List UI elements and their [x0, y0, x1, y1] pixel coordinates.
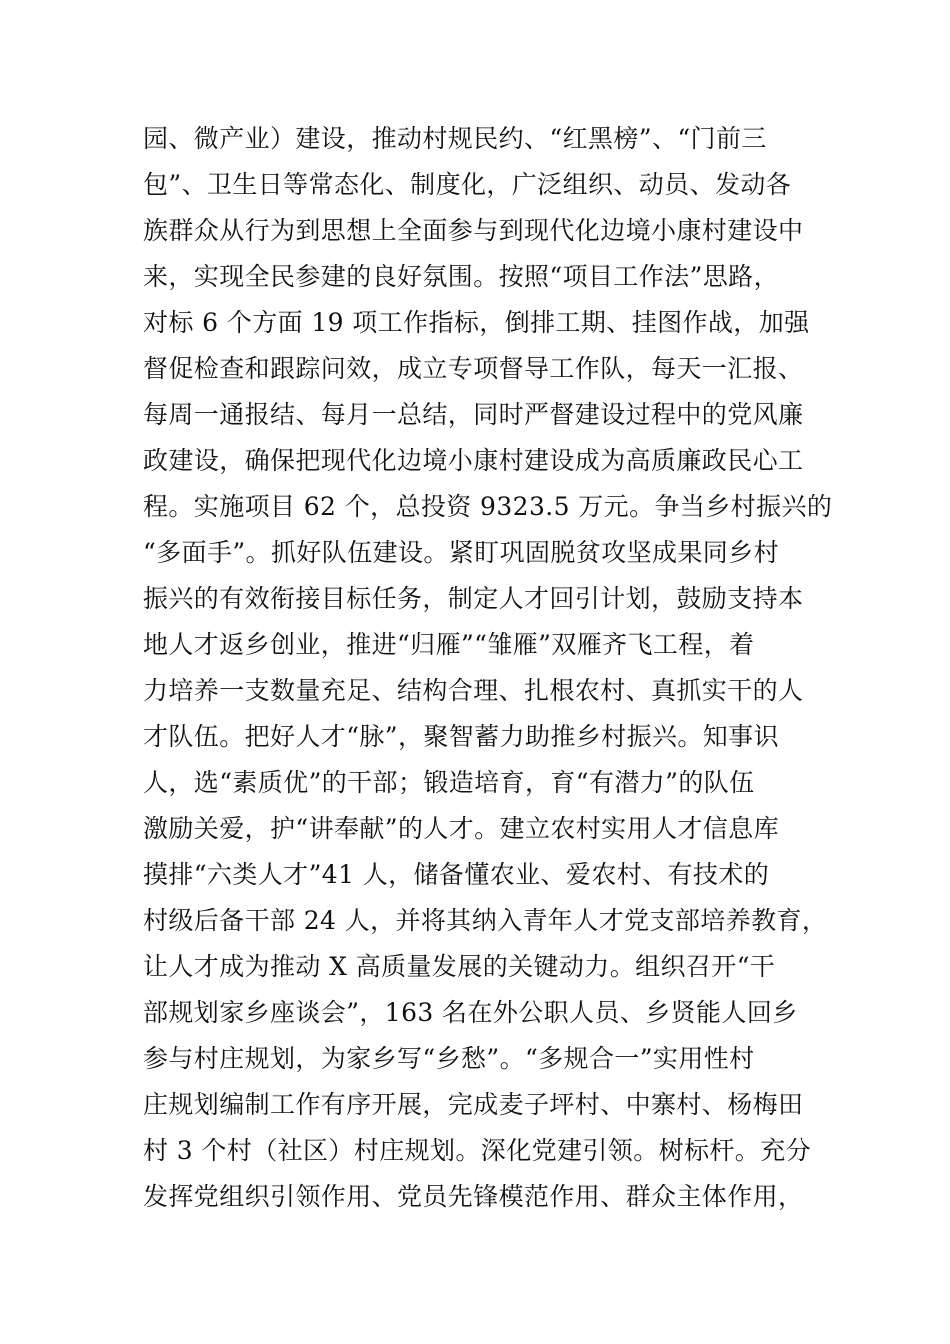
text-line: 村级后备干部 24 人，并将其纳入青年人才党支部培养教育，: [143, 906, 828, 935]
text-line: 才队伍。把好人才“脉”，聚智蓄力助推乡村振兴。知事识: [143, 722, 779, 751]
text-line: 振兴的有效衔接目标任务，制定人才回引计划，鼓励支持本: [143, 584, 804, 613]
text-line: 督促检查和跟踪问效，成立专项督导工作队，每天一汇报、: [143, 354, 804, 383]
text-line: “多面手”。抓好队伍建设。紧盯巩固脱贫攻坚成果同乡村: [143, 538, 779, 567]
text-line: 村 3 个村（社区）村庄规划。深化党建引领。树标杆。充分: [143, 1136, 812, 1165]
text-line: 族群众从行为到思想上全面参与到现代化边境小康村建设中: [143, 216, 804, 245]
text-line: 庄规划编制工作有序开展，完成麦子坪村、中寨村、杨梅田: [143, 1090, 804, 1119]
text-line: 参与村庄规划，为家乡写“乡愁”。“多规合一”实用性村: [143, 1044, 755, 1073]
text-line: 人，选“素质优”的干部；锻造培育，育“有潜力”的队伍: [143, 768, 755, 797]
text-line: 来，实现全民参建的良好氛围。按照“项目工作法”思路，: [143, 262, 779, 291]
body-paragraph: [143, 116, 833, 1220]
text-line: 摸排“六类人才”41 人，储备懂农业、爱农村、有技术的: [143, 860, 770, 889]
text-line: 对标 6 个方面 19 项工作指标，倒排工期、挂图作战，加强: [143, 308, 810, 337]
text-line: 部规划家乡座谈会”，163 名在外公职人员、乡贤能人回乡: [143, 998, 798, 1027]
text-line: 包”、卫生日等常态化、制度化，广泛组织、动员、发动各: [143, 170, 792, 199]
text-line: 发挥党组织引领作用、党员先锋模范作用、群众主体作用，: [143, 1182, 804, 1211]
text-line: 地人才返乡创业，推进“归雁”“雏雁”双雁齐飞工程，着: [143, 630, 755, 659]
text-line: 园、微产业）建设，推动村规民约、“红黑榜”、“门前三: [143, 124, 767, 153]
text-line: 力培养一支数量充足、结构合理、扎根农村、真抓实干的人: [143, 676, 804, 705]
text-line: 程。实施项目 62 个，总投资 9323.5 万元。争当乡村振兴的: [143, 492, 833, 521]
text-line: 每周一通报结、每月一总结，同时严督建设过程中的党风廉: [143, 400, 804, 429]
text-line: 政建设，确保把现代化边境小康村建设成为高质廉政民心工: [143, 446, 804, 475]
text-line: 让人才成为推动 X 高质量发展的关键动力。组织召开“干: [143, 952, 776, 981]
text-line: 激励关爱，护“讲奉献”的人才。建立农村实用人才信息库: [143, 814, 779, 843]
